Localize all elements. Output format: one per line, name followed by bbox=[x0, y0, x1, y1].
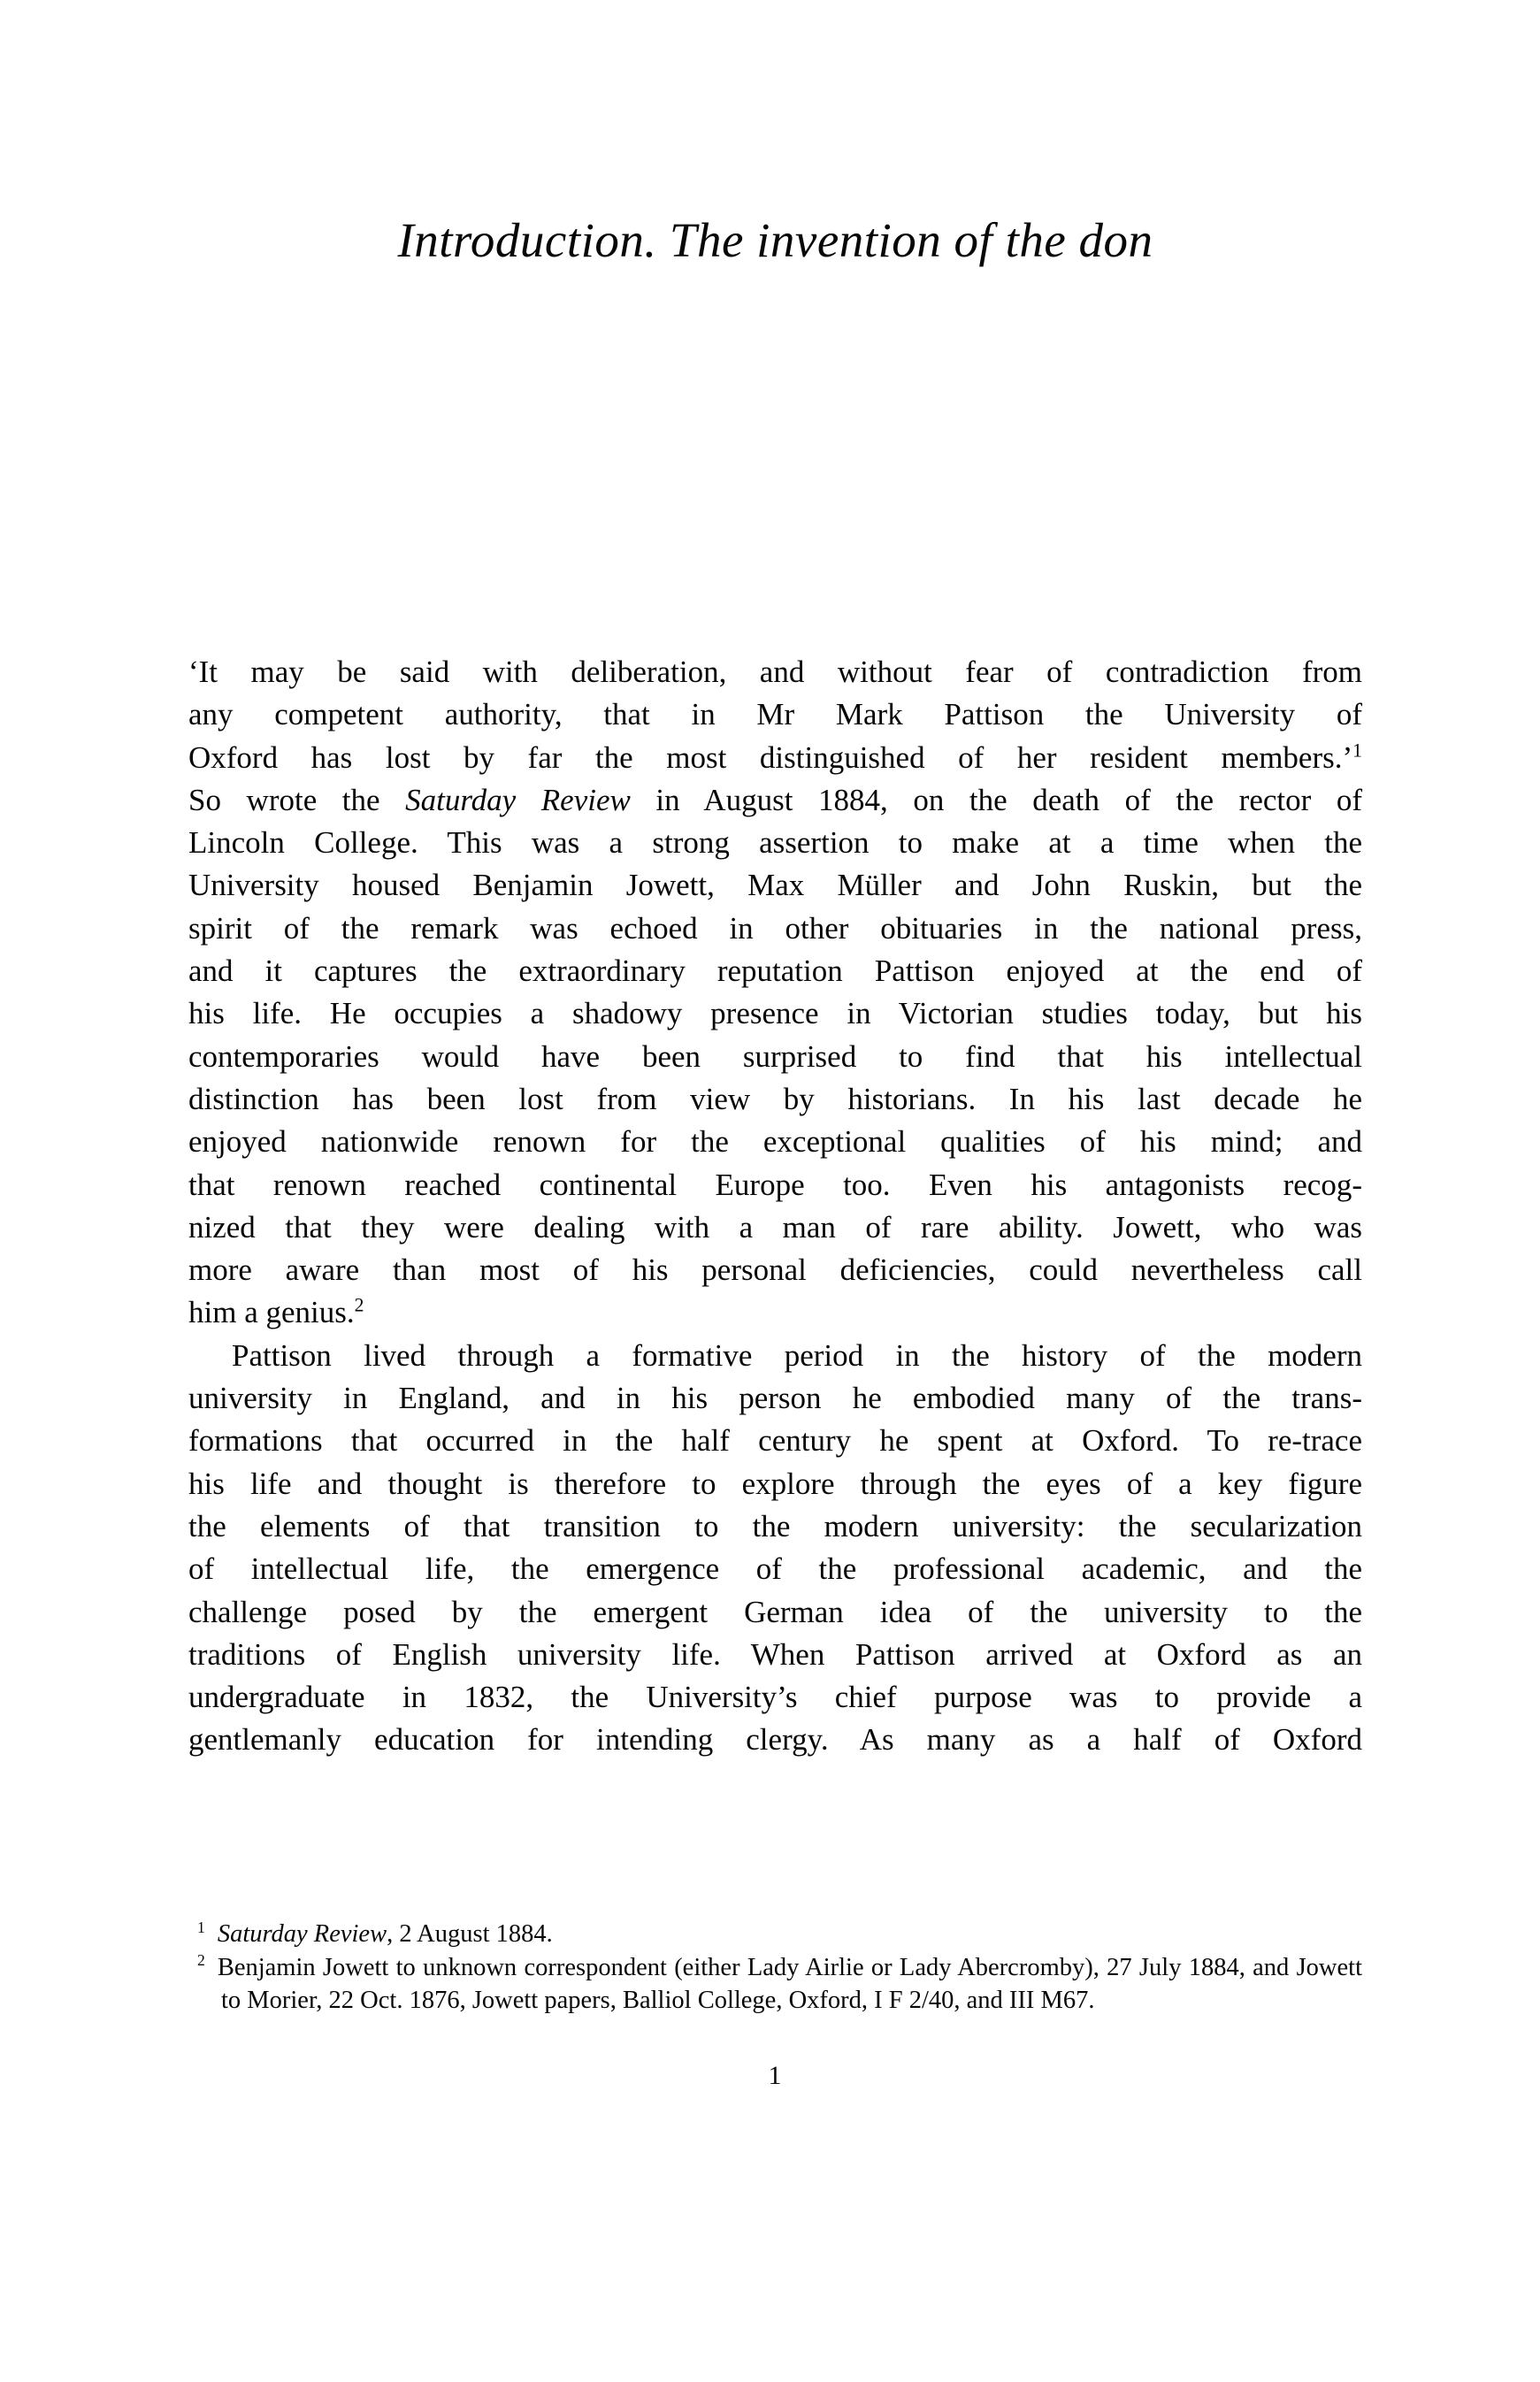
text-line bbox=[188, 864, 1362, 907]
footnote-marker: 1 bbox=[197, 1918, 205, 1936]
text-line bbox=[188, 1036, 1362, 1078]
text-segment: Oxford has lost by far the most distinguished of her resident members.’ bbox=[188, 739, 1353, 775]
text-line bbox=[188, 1505, 1362, 1548]
text-segment: So wrote the bbox=[188, 782, 406, 817]
text-line bbox=[188, 950, 1362, 992]
text-line bbox=[188, 1377, 1362, 1420]
footnotes bbox=[188, 1918, 1362, 2018]
text-line bbox=[188, 992, 1362, 1035]
footnote bbox=[188, 1918, 1362, 1951]
text-line bbox=[188, 1548, 1362, 1590]
text-segment: Benjamin Jowett to unknown correspondent (either Lady Airlie or Lady Abercromby), 27 July 1884, and Jowett to Morier, 22 Oct. 1876, Jowett papers, Balliol College, Oxford, I F 2/40, and III M67. bbox=[217, 1953, 1362, 2014]
text-line bbox=[188, 1634, 1362, 1676]
text-segment: more aware than most of his personal deficiencies, could nevertheless call bbox=[188, 1252, 1362, 1288]
text-segment: ‘It may be said with deliberation, and without fear of contradiction from bbox=[188, 655, 1362, 689]
text-line bbox=[188, 1164, 1362, 1206]
text-segment: enjoyed nationwide renown for the exceptional qualities of his mind; and bbox=[188, 1124, 1362, 1160]
text-segment: gentlemanly education for intending clergy. As many as a half of Oxford bbox=[188, 1722, 1362, 1758]
text-line bbox=[188, 1078, 1362, 1121]
text-segment: traditions of English university life. When Pattison arrived at Oxford as an bbox=[188, 1636, 1362, 1672]
text-line bbox=[188, 1249, 1362, 1291]
text-line bbox=[188, 1719, 1362, 1761]
text-segment: university in England, and in his person he embodied many of the trans- bbox=[188, 1381, 1362, 1416]
text-segment: , 2 August 1884. bbox=[387, 1920, 553, 1948]
text-segment: Lincoln College. This was a strong assertion to make at a time when the bbox=[188, 825, 1362, 861]
text-segment: any competent authority, that in Mr Mark Pattison the University of bbox=[188, 697, 1362, 732]
footnote-ref: 1 bbox=[1352, 739, 1362, 761]
text-segment: Pattison lived through a formative period in the history of the modern bbox=[232, 1337, 1362, 1373]
text-segment: the elements of that transition to the modern university: the secularization bbox=[188, 1508, 1362, 1543]
text-line bbox=[188, 1291, 1362, 1334]
text-segment: his life. He occupies a shadowy presence in Victorian studies today, but his bbox=[188, 996, 1362, 1031]
text-segment: contemporaries would have been surprised to find that his intellectual bbox=[188, 1038, 1362, 1074]
text-segment: of intellectual life, the emergence of the professional academic, and the bbox=[188, 1551, 1362, 1587]
text-segment: that renown reached continental Europe too. Even his antagonists recog- bbox=[188, 1167, 1362, 1202]
text-line bbox=[188, 822, 1362, 864]
text-segment: and it captures the extraordinary reputation Pattison enjoyed at the end of bbox=[188, 954, 1362, 989]
footnote-ref: 2 bbox=[354, 1294, 364, 1316]
text-line bbox=[188, 779, 1362, 822]
page-number: 1 bbox=[768, 2061, 783, 2090]
text-line bbox=[188, 1676, 1362, 1719]
footnote bbox=[188, 1951, 1362, 2018]
text-line bbox=[188, 1420, 1362, 1462]
text-line bbox=[188, 1335, 1362, 1377]
text-segment: challenge posed by the emergent German idea of the university to the bbox=[188, 1594, 1362, 1629]
text-segment: his life and thought is therefore to explore through the eyes of a key figure bbox=[188, 1466, 1362, 1501]
italic-text: Saturday Review bbox=[217, 1920, 387, 1948]
text-line bbox=[188, 1121, 1362, 1163]
text-segment: undergraduate in 1832, the University’s chief purpose was to provide a bbox=[188, 1680, 1362, 1715]
text-line bbox=[188, 908, 1362, 950]
text-segment: spirit of the remark was echoed in other obituaries in the national press, bbox=[188, 910, 1362, 946]
text-line bbox=[188, 651, 1362, 693]
text-segment: him a genius. bbox=[188, 1295, 355, 1330]
text-line bbox=[188, 1206, 1362, 1249]
body-text bbox=[188, 651, 1362, 1762]
text-segment: formations that occurred in the half century he spent at Oxford. To re-trace bbox=[188, 1423, 1362, 1459]
text-line bbox=[188, 693, 1362, 736]
footnote-marker: 2 bbox=[197, 1951, 205, 1969]
text-line bbox=[188, 1591, 1362, 1634]
text-segment: distinction has been lost from view by historians. In his last decade he bbox=[188, 1081, 1362, 1116]
italic-text: Saturday Review bbox=[405, 782, 631, 817]
chapter-title: Introduction. The invention of the don bbox=[397, 213, 1153, 267]
text-segment: University housed Benjamin Jowett, Max Müller and John Ruskin, but the bbox=[188, 868, 1362, 903]
text-line bbox=[188, 1463, 1362, 1505]
text-segment: nized that they were dealing with a man of rare ability. Jowett, who was bbox=[188, 1209, 1362, 1245]
text-segment: in August 1884, on the death of the rector of bbox=[630, 782, 1362, 817]
text-line bbox=[188, 737, 1362, 779]
